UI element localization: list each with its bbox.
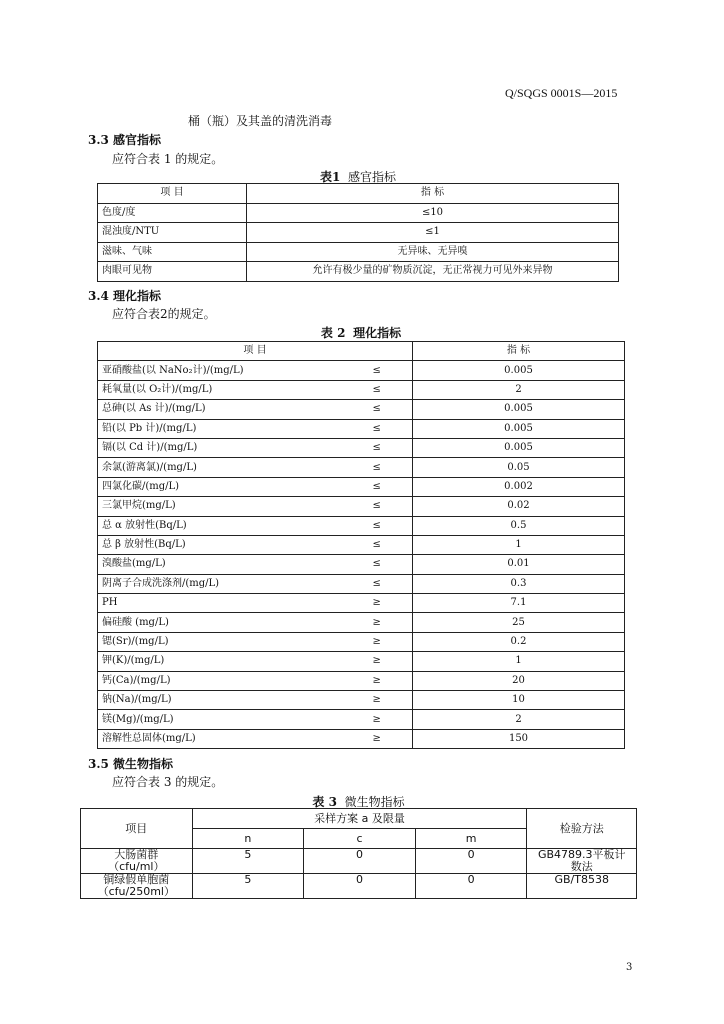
value-cell: 2 bbox=[413, 380, 625, 399]
standard-code: Q/SQGS 0001S—2015 bbox=[505, 86, 618, 100]
comparator-cell: ≤ bbox=[341, 400, 412, 419]
item-cell: 偏硅酸 (mg/L) bbox=[98, 613, 342, 632]
table-row bbox=[98, 574, 625, 593]
table-cell: 0 bbox=[415, 874, 527, 899]
table1-caption-title: 感官指标 bbox=[347, 170, 396, 184]
comparator-cell: ≤ bbox=[341, 555, 412, 574]
table-cell: 肉眼可见物 bbox=[98, 262, 247, 282]
table-cell: 无异味、无异嗅 bbox=[247, 242, 619, 262]
value-cell: 0.5 bbox=[413, 516, 625, 535]
item-cell: 三氯甲烷(mg/L) bbox=[98, 497, 342, 516]
comparator-cell: ≥ bbox=[341, 594, 412, 613]
table-row bbox=[98, 203, 619, 223]
value-cell: 0.005 bbox=[413, 419, 625, 438]
table-cell: 0 bbox=[304, 849, 416, 874]
comparator-cell: ≤ bbox=[341, 574, 412, 593]
table-row bbox=[98, 223, 619, 243]
table-sensory bbox=[97, 183, 619, 282]
table-header-cell: 项目 bbox=[81, 809, 193, 849]
organism-name: 大肠菌群 bbox=[114, 848, 159, 861]
table1-caption-num: 表1 bbox=[319, 170, 341, 184]
item-cell: 镁(Mg)/(mg/L) bbox=[98, 710, 342, 729]
table-cell: 0 bbox=[415, 849, 527, 874]
table-row bbox=[98, 691, 625, 710]
table-cell: ≤1 bbox=[247, 223, 619, 243]
table-physicochemical bbox=[97, 341, 625, 749]
table-row bbox=[81, 874, 637, 899]
item-cell: 钙(Ca)/(mg/L) bbox=[98, 671, 342, 690]
value-cell: 7.1 bbox=[413, 594, 625, 613]
item-cell: 阴离子合成洗涤剂/(mg/L) bbox=[98, 574, 342, 593]
value-cell: 25 bbox=[413, 613, 625, 632]
value-cell: 10 bbox=[413, 691, 625, 710]
item-cell: 总砷(以 As 计)/(mg/L) bbox=[98, 400, 342, 419]
item-cell: PH bbox=[98, 594, 342, 613]
intro-line: 桶（瓶）及其盖的清洗消毒 bbox=[188, 114, 333, 128]
table3-caption-title: 微生物指标 bbox=[344, 795, 405, 809]
table-row bbox=[98, 516, 625, 535]
value-cell: 0.005 bbox=[413, 400, 625, 419]
comparator-cell: ≥ bbox=[341, 671, 412, 690]
table-row bbox=[98, 729, 625, 748]
section-3-5-text: 应符合表 3 的规定。 bbox=[112, 775, 224, 789]
comparator-cell: ≤ bbox=[341, 438, 412, 457]
item-cell: 铅(以 Pb 计)/(mg/L) bbox=[98, 419, 342, 438]
item-cell: 总 α 放射性(Bq/L) bbox=[98, 516, 342, 535]
value-cell: 150 bbox=[413, 729, 625, 748]
table-header-cell: 采样方案 a 及限量 bbox=[192, 809, 527, 829]
value-cell: 0.3 bbox=[413, 574, 625, 593]
section-3-4-title: 3.4 理化指标 bbox=[88, 289, 162, 303]
value-cell: 1 bbox=[413, 535, 625, 554]
table-header-row bbox=[98, 184, 619, 204]
table-row bbox=[98, 361, 625, 380]
table-cell: 5 bbox=[192, 849, 304, 874]
table-cell: 0 bbox=[304, 874, 416, 899]
item-cell: 溴酸盐(mg/L) bbox=[98, 555, 342, 574]
table2-caption bbox=[97, 324, 625, 341]
table-row bbox=[98, 594, 625, 613]
section-3-3-title: 3.3 感官指标 bbox=[88, 133, 162, 147]
table3-caption-num: 表 3 bbox=[312, 795, 337, 809]
table-row bbox=[81, 849, 637, 874]
organism-name: 铜绿假单胞菌 bbox=[103, 873, 170, 886]
table-header-row bbox=[98, 342, 625, 361]
table-row bbox=[98, 380, 625, 399]
item-cell: 钾(K)/(mg/L) bbox=[98, 652, 342, 671]
item-cell: 溶解性总固体(mg/L) bbox=[98, 729, 342, 748]
value-cell: 0.05 bbox=[413, 458, 625, 477]
table-row bbox=[98, 497, 625, 516]
table-row bbox=[98, 419, 625, 438]
table-cell bbox=[81, 849, 193, 874]
comparator-cell: ≤ bbox=[341, 458, 412, 477]
table-row bbox=[98, 477, 625, 496]
comparator-cell: ≤ bbox=[341, 361, 412, 380]
table-header-row bbox=[81, 809, 637, 829]
section-3-5-title: 3.5 微生物指标 bbox=[88, 757, 174, 771]
value-cell: 0.02 bbox=[413, 497, 625, 516]
table-header-cell: 指 标 bbox=[247, 184, 619, 204]
table-cell bbox=[81, 874, 193, 899]
table-cell: 5 bbox=[192, 874, 304, 899]
item-cell: 总 β 放射性(Bq/L) bbox=[98, 535, 342, 554]
table-cell: 允许有极少量的矿物质沉淀，无正常视力可见外来异物 bbox=[247, 262, 619, 282]
organism-unit: （cfu/ml） bbox=[108, 860, 165, 873]
value-cell: 2 bbox=[413, 710, 625, 729]
item-cell: 亚硝酸盐(以 NaNo₂计)/(mg/L) bbox=[98, 361, 342, 380]
comparator-cell: ≥ bbox=[341, 613, 412, 632]
item-cell: 锶(Sr)/(mg/L) bbox=[98, 632, 342, 651]
table-row bbox=[98, 242, 619, 262]
comparator-cell: ≤ bbox=[341, 535, 412, 554]
item-cell: 四氯化碳/(mg/L) bbox=[98, 477, 342, 496]
table-header-cell: 项 目 bbox=[98, 184, 247, 204]
table-header-cell: 检验方法 bbox=[527, 809, 637, 849]
comparator-cell: ≤ bbox=[341, 497, 412, 516]
table-cell bbox=[527, 849, 637, 874]
table-row bbox=[98, 710, 625, 729]
comparator-cell: ≤ bbox=[341, 477, 412, 496]
comparator-cell: ≤ bbox=[341, 516, 412, 535]
table-header-cell: 指 标 bbox=[413, 342, 625, 361]
table-header-cell: 项 目 bbox=[98, 342, 413, 361]
value-cell: 0.01 bbox=[413, 555, 625, 574]
table-row bbox=[98, 613, 625, 632]
table-cell: 色度/度 bbox=[98, 203, 247, 223]
table-row bbox=[98, 652, 625, 671]
section-3-4-text: 应符合表2的规定。 bbox=[112, 307, 216, 321]
value-cell: 0.002 bbox=[413, 477, 625, 496]
page-number: 3 bbox=[626, 962, 633, 973]
value-cell: 20 bbox=[413, 671, 625, 690]
item-cell: 余氯(游离氯)/(mg/L) bbox=[98, 458, 342, 477]
table-row bbox=[98, 671, 625, 690]
comparator-cell: ≤ bbox=[341, 419, 412, 438]
table-header-cell: n bbox=[192, 829, 304, 849]
table2-caption-num: 表 2 bbox=[320, 326, 346, 340]
table-header-cell: m bbox=[415, 829, 527, 849]
table-row bbox=[98, 632, 625, 651]
item-cell: 耗氧量(以 O₂计)/(mg/L) bbox=[98, 380, 342, 399]
table-header-cell: c bbox=[304, 829, 416, 849]
table-cell: GB/T8538 bbox=[527, 874, 637, 899]
value-cell: 0.005 bbox=[413, 438, 625, 457]
table-row bbox=[98, 535, 625, 554]
comparator-cell: ≥ bbox=[341, 652, 412, 671]
table-row bbox=[98, 458, 625, 477]
comparator-cell: ≥ bbox=[341, 632, 412, 651]
comparator-cell: ≥ bbox=[341, 691, 412, 710]
comparator-cell: ≤ bbox=[341, 380, 412, 399]
comparator-cell: ≥ bbox=[341, 710, 412, 729]
organism-unit: （cfu/250ml） bbox=[97, 885, 175, 898]
table-row bbox=[98, 555, 625, 574]
value-cell: 0.2 bbox=[413, 632, 625, 651]
section-3-3-text: 应符合表 1 的规定。 bbox=[112, 152, 224, 166]
table-microbial bbox=[80, 808, 637, 899]
table2-caption-title: 理化指标 bbox=[353, 326, 402, 340]
method-line: 数法 bbox=[570, 860, 593, 873]
comparator-cell: ≥ bbox=[341, 729, 412, 748]
method-line: GB4789.3平板计 bbox=[537, 848, 626, 861]
item-cell: 钠(Na)/(mg/L) bbox=[98, 691, 342, 710]
value-cell: 0.005 bbox=[413, 361, 625, 380]
item-cell: 镉(以 Cd 计)/(mg/L) bbox=[98, 438, 342, 457]
value-cell: 1 bbox=[413, 652, 625, 671]
table-cell: ≤10 bbox=[247, 203, 619, 223]
table-row bbox=[98, 438, 625, 457]
table-row bbox=[98, 262, 619, 282]
table-row bbox=[98, 400, 625, 419]
table-cell: 混浊度/NTU bbox=[98, 223, 247, 243]
table-cell: 滋味、气味 bbox=[98, 242, 247, 262]
